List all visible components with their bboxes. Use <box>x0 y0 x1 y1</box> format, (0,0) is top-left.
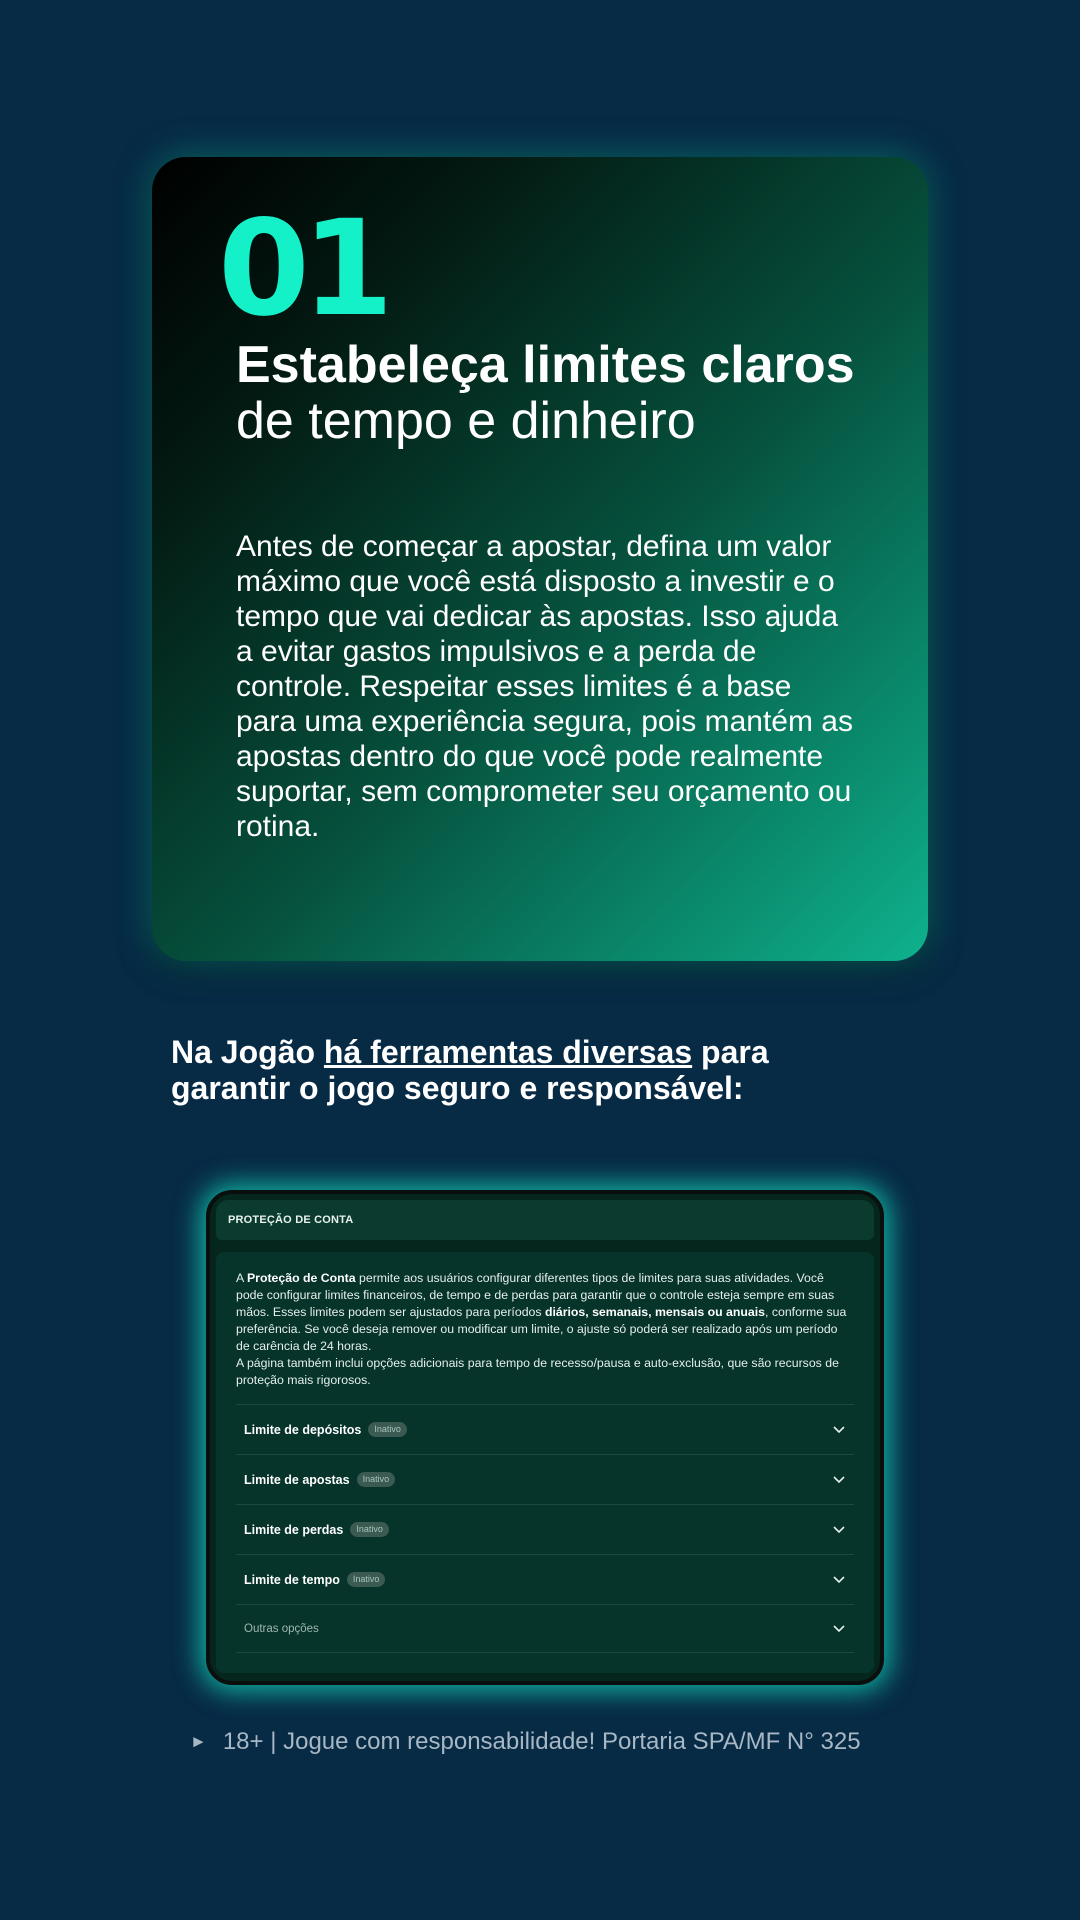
limit-row-losses[interactable] <box>236 1505 854 1555</box>
limit-row-time[interactable] <box>236 1555 854 1605</box>
panel-body <box>216 1252 874 1673</box>
panel-header <box>216 1200 874 1240</box>
hero-card <box>152 157 928 961</box>
footer-text: 18+ | Jogue com responsabilidade! Portaria SPA/MF N° 325 <box>222 1728 861 1755</box>
panel-description <box>236 1270 854 1389</box>
other-options-label: Outras opções <box>244 1622 319 1635</box>
limit-label: Limite de tempo <box>244 1572 340 1587</box>
chevron-down-icon[interactable] <box>832 1523 846 1537</box>
status-badge: Inativo <box>357 1472 396 1487</box>
account-protection-panel <box>206 1190 884 1685</box>
limit-row-bets[interactable] <box>236 1455 854 1505</box>
play-arrow-icon: ► <box>190 1732 207 1751</box>
chevron-down-icon[interactable] <box>832 1423 846 1437</box>
desc-t1: A <box>236 1271 247 1285</box>
limit-label: Limite de apostas <box>244 1472 350 1487</box>
chevron-down-icon[interactable] <box>832 1622 846 1636</box>
desc-b1: Proteção de Conta <box>246 1271 356 1285</box>
other-options-row[interactable] <box>236 1605 854 1653</box>
desc-t3: , conforme sua preferência. Se você deseja remover ou modificar um limite, o ajuste só poderá ser realizado após um período de carência de 24 horas. <box>236 1305 847 1353</box>
tools-heading <box>171 1034 811 1106</box>
footer-disclaimer <box>190 1728 861 1756</box>
hero-title <box>236 337 876 449</box>
tools-heading-part3: para garantir o jogo seguro e responsável: <box>171 1034 769 1106</box>
step-number: 01 <box>218 192 386 346</box>
hero-title-regular: de tempo e dinheiro <box>236 392 696 450</box>
desc-t4: A página também inclui opções adicionais para tempo de recesso/pausa e auto-exclusão, que são recursos de proteção mais rigorosos. <box>236 1356 839 1387</box>
hero-title-bold: Estabeleça limites claros <box>236 336 855 394</box>
tools-heading-part1: Na Jogão <box>171 1034 324 1070</box>
hero-body: Antes de começar a apostar, defina um valor máximo que você está disposto a investir e o tempo que vai dedicar às apostas. Isso ajuda a evitar gastos impulsivos e a perda de controle. Respeitar esses limites é a base para uma experiência segura, pois mantém as apostas dentro do que você pode realmente suportar, sem comprometer seu orçamento ou rotina. <box>236 530 853 843</box>
chevron-down-icon[interactable] <box>832 1573 846 1587</box>
limit-list <box>236 1404 854 1653</box>
limit-label: Limite de depósitos <box>244 1422 362 1437</box>
limit-row-deposits[interactable] <box>236 1405 854 1455</box>
tools-heading-link: há ferramentas diversas <box>323 1034 693 1070</box>
desc-t2: permite aos usuários configurar diferentes tipos de limites para suas atividades. Você pode configurar limites financeiros, de tempo e de perdas para garantir que o controle esteja sempre em suas mãos. Esses limites podem ser ajustados para períodos <box>236 1271 835 1319</box>
status-badge: Inativo <box>347 1572 386 1587</box>
status-badge: Inativo <box>368 1422 407 1437</box>
desc-b2: diários, semanais, mensais ou anuais <box>544 1305 766 1319</box>
panel-title: PROTEÇÃO DE CONTA <box>228 1214 354 1226</box>
chevron-down-icon[interactable] <box>832 1473 846 1487</box>
limit-label: Limite de perdas <box>244 1522 344 1537</box>
status-badge: Inativo <box>350 1522 389 1537</box>
